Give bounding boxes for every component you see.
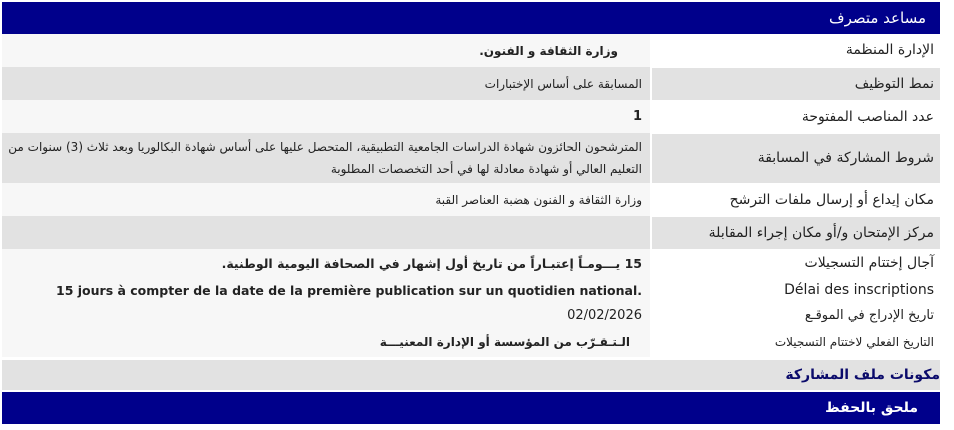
table-row — [2, 67, 940, 100]
job-title-bar — [2, 2, 940, 34]
table-row — [2, 249, 940, 277]
table-row — [2, 100, 940, 133]
field-value-conditions: المترشحون الحائزون شهادة الدراسات الجامعية التطبيقية، المتحصل عليها على أساس شهادة البكالوريا وبعد ثلاث (3) سنوات من التعليم العالي أو شهادة معادلة لها في أحد التخصصات المطلوبة — [2, 133, 651, 183]
attachment-title[interactable]: ملحق بالحفظ — [825, 399, 918, 416]
table-row — [2, 303, 940, 327]
job-title: مساعد متصرف — [829, 9, 926, 27]
participation-file-section — [2, 360, 940, 390]
attachment-bar[interactable] — [2, 392, 940, 424]
field-value-exam-center — [2, 216, 651, 249]
table-row — [2, 216, 940, 249]
field-label: الإدارة المنظمة — [651, 34, 940, 67]
field-value-actual-close: الـتـقـرّب من المؤسسة أو الإدارة المعنيـــة — [2, 327, 651, 357]
table-row — [2, 183, 940, 216]
field-value-positions: 1 — [2, 100, 651, 133]
table-row — [2, 277, 940, 303]
field-label: مركز الإمتحان و/أو مكان إجراء المقابلة — [651, 216, 940, 249]
field-label: عدد المناصب المفتوحة — [651, 100, 940, 133]
field-label: تاريخ الإدراج في الموقـع — [651, 303, 940, 327]
job-offer-card — [2, 0, 940, 424]
field-label: شروط المشاركة في المسابقة — [651, 133, 940, 183]
field-label: التاريخ الفعلي لاختتام التسجيلات — [651, 327, 940, 357]
field-value-deposit-place: وزارة الثقافة و الفنون هضبة العناصر القبة — [2, 183, 651, 216]
field-label: آجال إختتام التسجيلات — [651, 249, 940, 277]
field-value-recruitment-mode: المسابقة على أساس الإختبارات — [2, 67, 651, 100]
field-label: نمط التوظيف — [651, 67, 940, 100]
table-row — [2, 327, 940, 357]
table-row — [2, 133, 940, 183]
section-title: مكونات ملف المشاركة — [785, 366, 940, 383]
field-label: Délai des inscriptions — [651, 277, 940, 303]
field-value-organizer: وزارة الثقافة و الفنون. — [2, 34, 651, 67]
field-label: مكان إيداع أو إرسال ملفات الترشح — [651, 183, 940, 216]
job-details-table — [2, 34, 940, 358]
table-row — [2, 34, 940, 67]
field-value-deadline-fr: 15 jours à compter de la date de la première publication sur un quotidien national. — [2, 277, 651, 303]
field-value-deadline-ar: 15 يـــومـاً إعتبـاراً من تاريخ أول إشهار في الصحافة اليومية الوطنية. — [2, 249, 651, 277]
field-value-posting-date: 02/02/2026 — [2, 303, 651, 327]
